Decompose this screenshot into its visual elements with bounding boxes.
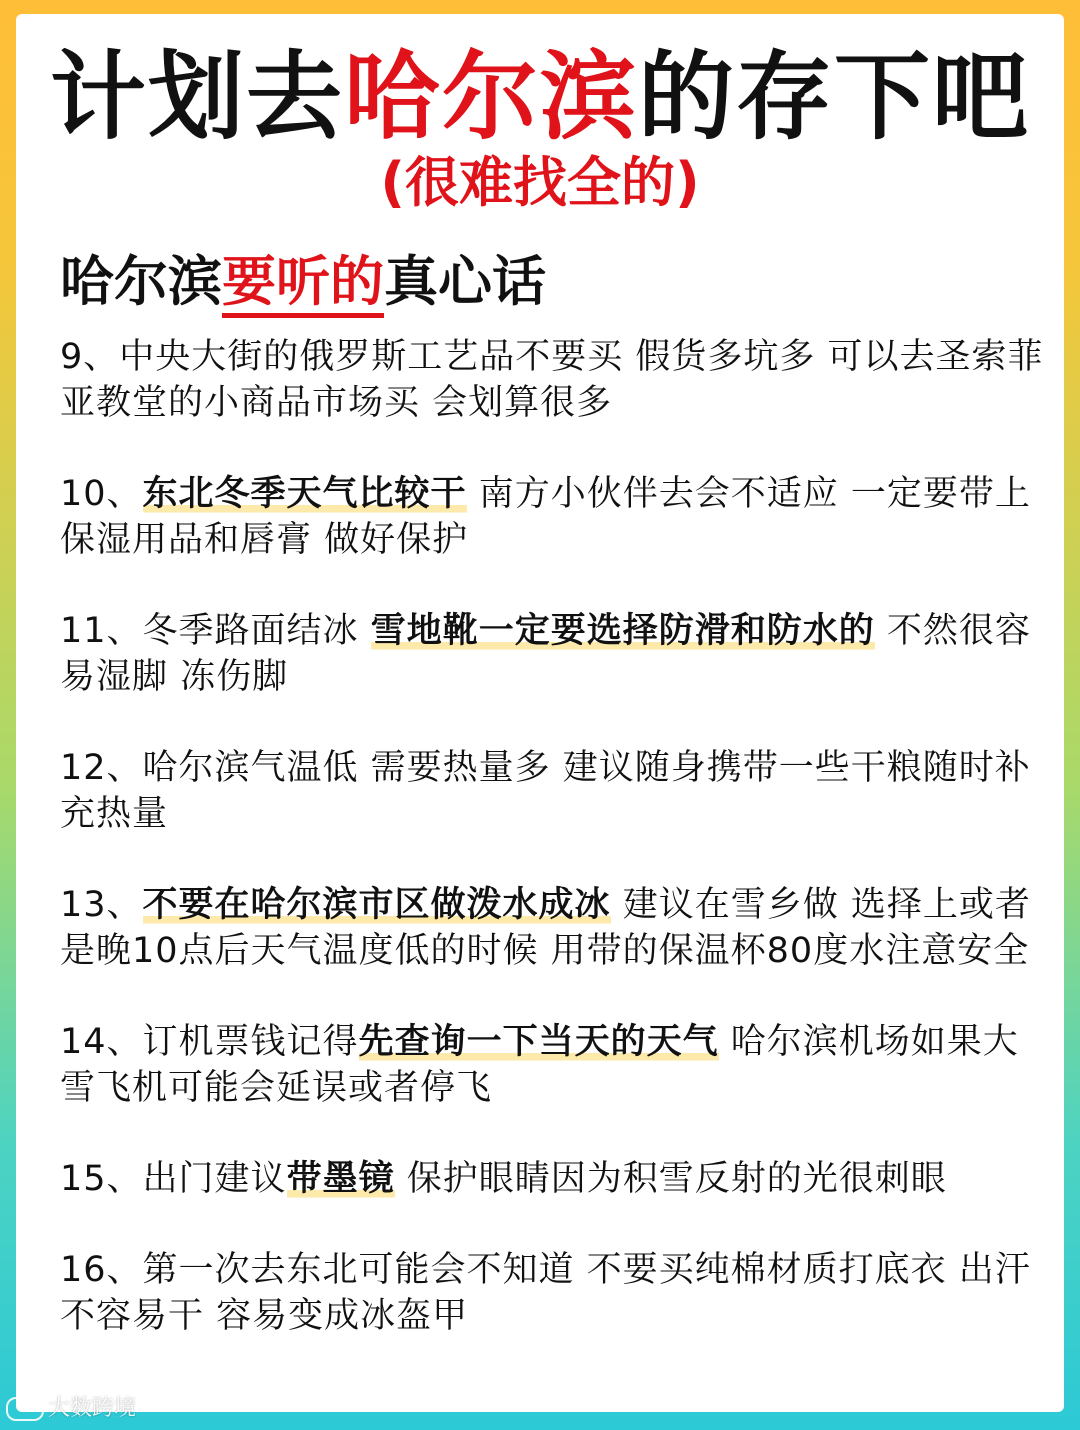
tip-item-9 bbox=[60, 334, 1050, 426]
tips-list bbox=[60, 334, 1050, 1379]
tip-number: 13、 bbox=[60, 885, 143, 925]
tip-item-12 bbox=[60, 745, 1050, 837]
heading-part2: 真心话 bbox=[384, 250, 546, 313]
tip-highlight: 先查询一下当天的天气 bbox=[358, 1022, 719, 1062]
tip-text-before: 冬季路面结冰 bbox=[142, 611, 371, 651]
tip-text-before: 出门建议 bbox=[142, 1159, 287, 1199]
logo-icon bbox=[6, 1397, 44, 1421]
tip-text: 哈尔滨气温低 需要热量多 建议随身携带一些干粮随时补充热量 bbox=[60, 748, 1031, 834]
tip-text-after: 南方小伙伴去会不适应 一定要带上保湿用品和唇膏 做好保护 bbox=[60, 474, 1031, 560]
tip-highlight: 不要在哈尔滨市区做泼水成冰 bbox=[142, 885, 611, 925]
tip-text-before: 订机票钱记得 bbox=[142, 1022, 359, 1062]
tip-number: 16、 bbox=[60, 1250, 143, 1290]
tip-highlight: 东北冬季天气比较干 bbox=[142, 474, 467, 514]
page-title bbox=[0, 42, 1080, 152]
watermark bbox=[6, 1391, 136, 1422]
tip-highlight: 带墨镜 bbox=[286, 1159, 395, 1199]
title-part1: 计划去 bbox=[50, 41, 344, 153]
tip-item-15 bbox=[60, 1156, 1050, 1202]
tip-number: 15、 bbox=[60, 1159, 143, 1199]
tip-item-16 bbox=[60, 1247, 1050, 1339]
tip-item-11 bbox=[60, 608, 1050, 700]
tip-text-after: 哈尔滨机场如果大雪飞机可能会延误或者停飞 bbox=[60, 1022, 1019, 1108]
section-heading bbox=[60, 244, 546, 320]
tip-highlight: 雪地靴一定要选择防滑和防水的 bbox=[370, 611, 875, 651]
tip-text-after: 保护眼睛因为积雪反射的光很刺眼 bbox=[394, 1159, 947, 1199]
title-part2: 的存下吧 bbox=[638, 41, 1030, 153]
tip-number: 14、 bbox=[60, 1022, 143, 1062]
tip-item-10 bbox=[60, 471, 1050, 563]
tip-number: 9、 bbox=[60, 337, 120, 377]
title-highlight: 哈尔滨 bbox=[344, 41, 638, 153]
tip-item-13 bbox=[60, 882, 1050, 974]
heading-highlight: 要听的 bbox=[222, 250, 384, 318]
tip-text: 中央大街的俄罗斯工艺品不要买 假货多坑多 可以去圣索菲亚教堂的小商品市场买 会划算很多 bbox=[60, 337, 1044, 423]
tip-item-14 bbox=[60, 1019, 1050, 1111]
tip-number: 10、 bbox=[60, 474, 143, 514]
tip-number: 12、 bbox=[60, 748, 143, 788]
page-subtitle: (很难找全的) bbox=[380, 151, 700, 214]
tip-text-after: 建议在雪乡做 选择上或者是晚10点后天气温度低的时候 用带的保温杯80度水注意安全 bbox=[60, 885, 1031, 971]
heading-part1: 哈尔滨 bbox=[60, 250, 222, 313]
tip-text-after: 不然很容易湿脚 冻伤脚 bbox=[60, 611, 1031, 697]
tip-text: 第一次去东北可能会不知道 不要买纯棉材质打底衣 出汗不容易干 容易变成冰盔甲 bbox=[60, 1250, 1031, 1336]
tip-number: 11、 bbox=[60, 611, 143, 651]
watermark-text: 大数跨境 bbox=[48, 1396, 137, 1421]
